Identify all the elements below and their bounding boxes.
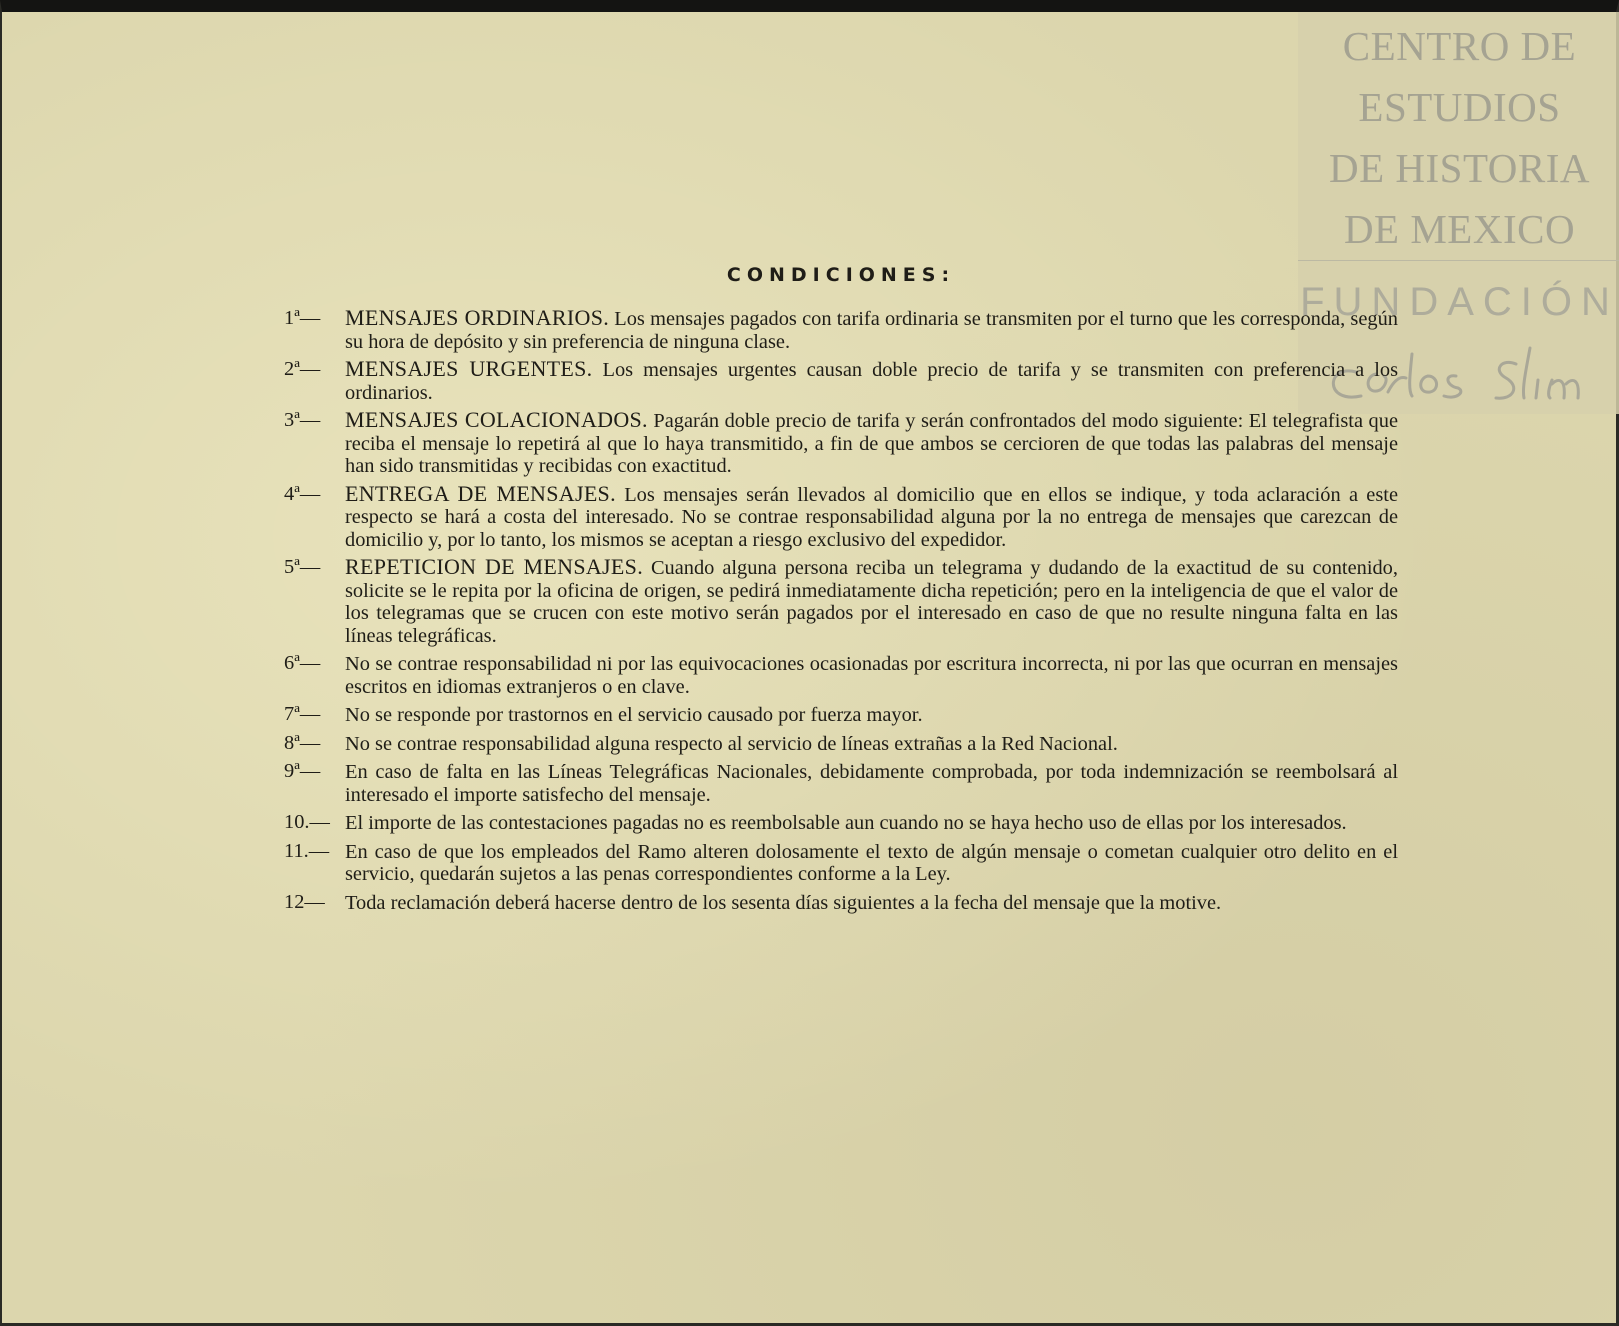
conditions-heading: CONDICIONES: [726,264,956,286]
condition-item [284,556,1398,647]
watermark-fundacion: FUNDACIÓN [1300,280,1619,324]
watermark-line: CENTRO DE [1342,23,1577,69]
condition-number: 5ª— [284,556,321,578]
condition-item [284,358,1398,404]
condition-text: En caso de falta en las Líneas Telegráficas Nacionales, debidamente comprobada, por toda indemnización se reembolsará al interesado el importe satisfecho del mensaje. [345,761,1398,806]
condition-number: 1ª— [284,307,321,329]
condition-title: REPETICION DE MENSAJES. [345,554,643,579]
condition-text: El importe de las contestaciones pagadas no es reembolsable aun cuando no se haya hecho uso de ellas por los interesados. [345,812,1347,834]
condition-text: No se contrae responsabilidad alguna respecto al servicio de líneas extrañas a la Red Nacional. [345,732,1118,755]
condition-text: No se contrae responsabilidad ni por las equivocaciones ocasionadas por escritura incorrecta, ni por las que ocurran en mensajes escritos en idiomas extranjeros o en clave. [345,653,1398,698]
condition-text: Pagarán doble precio de tarifa y serán confrontados del modo siguiente: El telegrafista que reciba el mensaje lo repetirá al que lo haya transmitido, a fin de que ambos se cercioren de que todas las palabras del mensaje han sido transmitidas y recibidas con exactitud. [345,410,1398,477]
condition-number: 8ª— [284,731,321,754]
watermark-line: ESTUDIOS [1358,84,1561,130]
condition-number: 12— [284,890,325,913]
condition-text: Toda reclamación deberá hacerse dentro de los sesenta días siguientes a la fecha del mensaje que la motive. [345,891,1222,914]
watermark-lines [1298,12,1619,260]
condition-number: 2ª— [284,358,321,380]
condition-item [284,703,1398,727]
watermark-line: DE HISTORIA [1329,145,1590,191]
condition-item [284,732,1398,756]
condition-item [284,307,1398,353]
condition-text: Los mensajes urgentes causan doble precio de tarifa y se transmiten con preferencia a los ordinarios. [345,359,1398,404]
condition-item [284,760,1398,806]
condition-item [284,891,1398,915]
condition-number: 9ª— [284,760,321,782]
condition-text: No se responde por trastornos en el servicio causado por fuerza mayor. [345,704,923,726]
watermark-divider [1298,260,1619,261]
condition-item [284,652,1398,698]
watermark-line: DE MEXICO [1343,206,1576,252]
condition-title: ENTREGA DE MENSAJES. [345,480,616,506]
condition-item [284,409,1398,478]
condition-item [284,480,1398,552]
condition-text: Cuando alguna persona reciba un telegrama y dudando de la exactitud de su contenido, solicite se le repita por la oficina de origen, se pedirá inmediatamente dicha repetición; pero en la inteligencia de que el valor de los telegramas que se crucen con este motivo serán pagados por el interesado en caso de que no resulte ninguna falta en las líneas telegráficas. [345,557,1398,647]
condition-number: 7ª— [284,703,321,725]
condition-number: 6ª— [284,652,321,674]
condition-title: MENSAJES URGENTES. [345,356,593,381]
condition-item [284,840,1398,886]
condition-number: 3ª— [284,409,321,431]
condition-number: 11.— [284,839,330,862]
condition-text: En caso de que los empleados del Ramo alteren dolosamente el texto de algún mensaje o cometan cualquier otro delito en el servicio, quedarán sujetos a las penas correspondientes conforme a la Ley. [345,840,1398,885]
condition-number: 4ª— [284,482,321,505]
condition-title: MENSAJES COLACIONADOS. [345,407,648,432]
conditions-document [284,264,1398,919]
condition-item [284,811,1398,835]
condition-number: 10.— [284,811,330,833]
condition-title: MENSAJES ORDINARIOS. [345,305,610,330]
condition-text: Los mensajes pagados con tarifa ordinaria se transmiten por el turno que les corresponda, según su hora de depósito y sin preferencia de ninguna clase. [345,308,1398,353]
condition-text: Los mensajes serán llevados al domicilio que en ellos se indique, y toda aclaración a este respecto se hará a costa del interesado. No se contrae responsabilidad alguna por la no entrega de mensajes que carezcan de domicilio y, por lo tanto, los mismos se aceptan a riesgo exclusivo del expedidor. [345,483,1398,551]
